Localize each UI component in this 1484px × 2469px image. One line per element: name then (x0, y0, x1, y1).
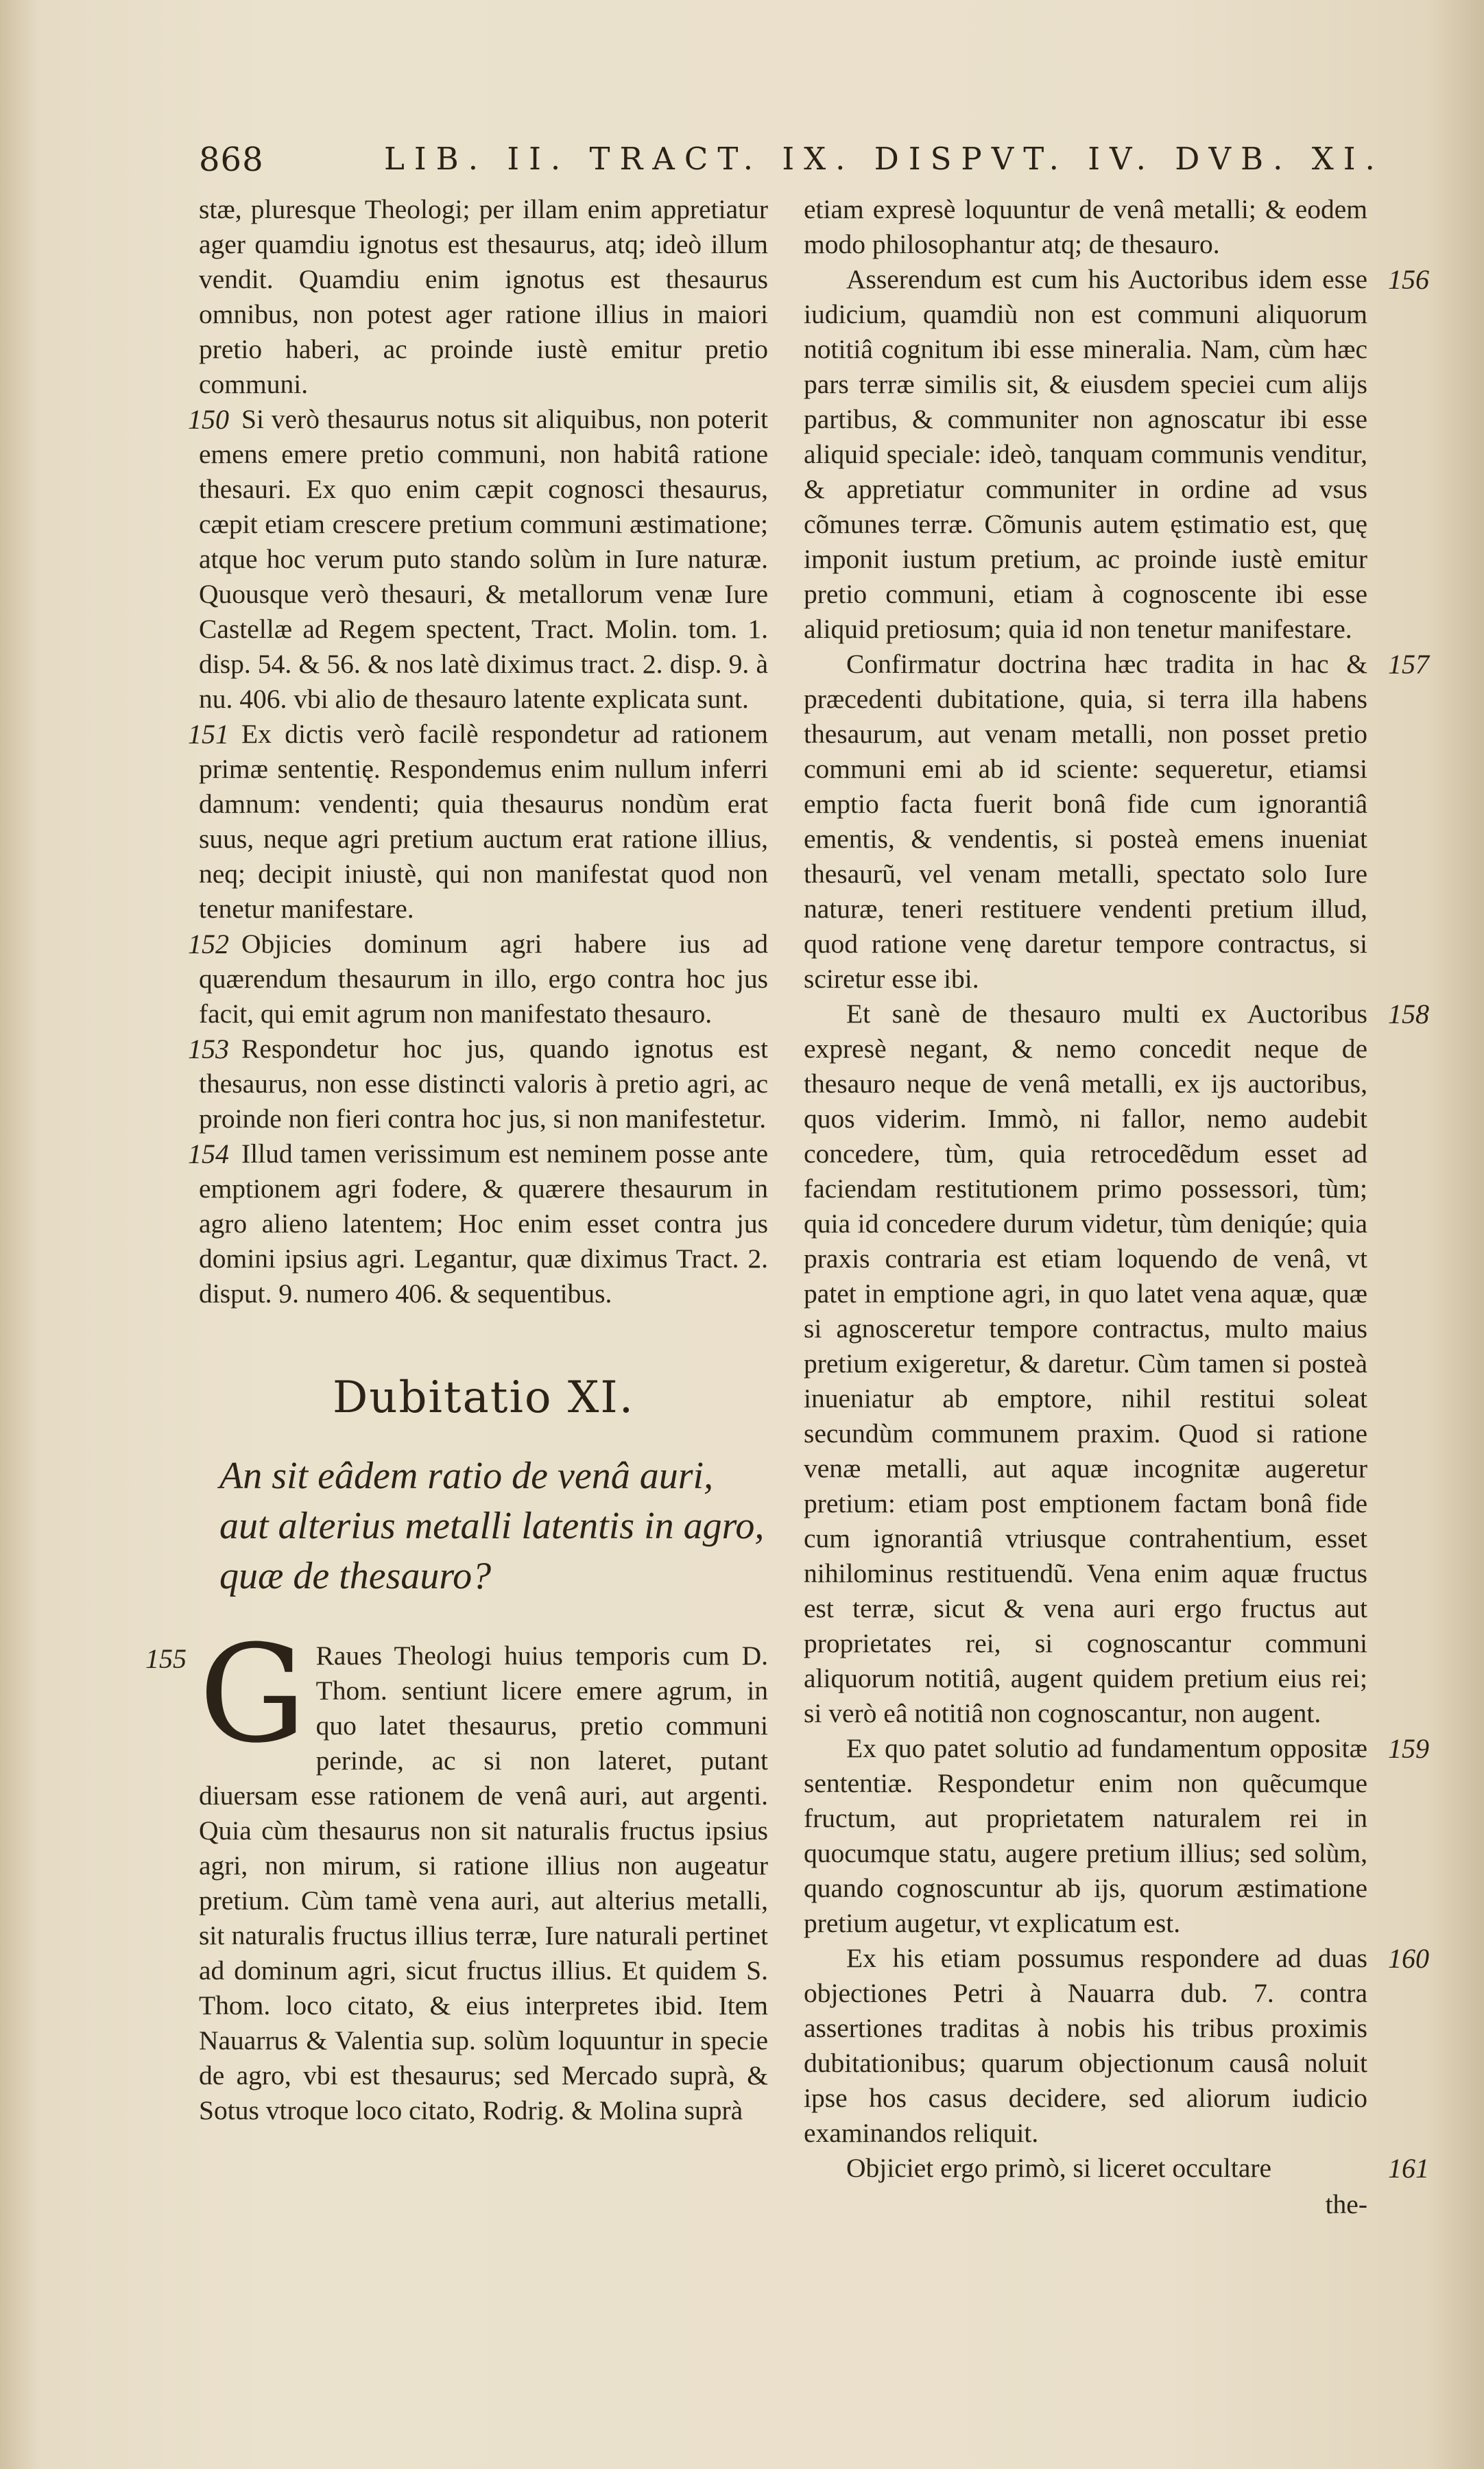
margin-number: 153 (188, 1034, 229, 1064)
paragraph-text: Objiciet ergo primò, si liceret occultare (846, 2153, 1272, 2183)
margin-number: 152 (188, 929, 229, 959)
paragraph-157 (804, 647, 1429, 997)
margin-number: 151 (188, 719, 229, 750)
catchword: the- (1325, 2189, 1367, 2219)
margin-number: 157 (1388, 649, 1429, 680)
page-header (199, 141, 1385, 189)
paragraph-155 (145, 1617, 768, 2128)
paragraph-text: Ex quo patet solutio ad fundamentum oppositæ sententiæ. Respondetur enim non quẽcumque fructum, aut proprietatem naturalem rei in quocumque statu, augere pretium illius; sed solùm, quando cognoscuntur ab ijs, quorum æstimatione pretium augetur, vt explicatum est. (804, 1733, 1367, 1938)
paragraph-text: Et sanè de thesauro multi ex Auctoribus expresè negant, & nemo concedit neque de thesauro neque de venâ metalli, ex ijs auctoribus, quos viderim. Immò, ni fallor, nemo audebit concedere, tùm, quia retrocedẽdum esset ad faciendam restitutionem primo possessori, tùm; quia id concedere durum videtur, tùm deniqúe; quia praxis contraria est etiam loquendo de venâ, vt patet in emptione agri, in quo latet vena aquæ, quæ si agnosceretur tempore contractus, multo maius pretium exigeretur, & daretur. Cùm tamen si posteà inueniatur ab emptore, nihil restitui soleat secundùm communem praxim. Quod si ratione venæ metalli, aut aquæ incognitæ augeretur pretium: etiam post emptionem factam bonâ fide cum ignorantiâ vtriusque contrahentium, esset nihilominus restituendũ. Vena enim aquæ fructus est terræ, sicut & vena auri ergo fructus aut proprietates rei, si cognoscantur communi aliquorum notitiâ, augent quidem pretium eius rei; si verò eâ notitiâ non cognoscantur, non augent. (804, 999, 1367, 1728)
paragraph-text: Ex his etiam possumus respondere ad duas objectiones Petri à Nauarra dub. 7. contra assertiones traditas à nobis his tribus proximis dubitationibus; quarum objectionum causâ noluit ipse hos casus decidere, sed aliorum iudicio examinandos reliquit. (804, 1943, 1367, 2148)
margin-number: 161 (1388, 2153, 1429, 2184)
paragraph-160 (804, 1941, 1429, 2151)
margin-number: 158 (1388, 999, 1429, 1029)
paragraph-text: Respondetur hoc jus, quando ignotus est thesaurus, non esse distincti valoris à pretio agri, ac proinde non fieri contra hoc jus, si non manifestetur. (199, 1034, 768, 1134)
paragraph-text: Confirmatur doctrina hæc tradita in hac & præcedenti dubitatione, quia, si terra illa habens thesaurum, aut venam metalli, non posset pretio communi emi ab id sciente: sequeretur, etiamsi emptio facta fuerit bonâ fide cum ignorantiâ ementis, & vendentis, si posteà emens inueniat thesaurũ, vel venam metalli, spectato solo Iure naturæ, teneri restituere vendenti pretium illud, quod ratione venę daretur tempore contractus, si sciretur esse ibi. (804, 649, 1367, 994)
paragraph-text: Illud tamen verissimum est neminem posse ante emptionem agri fodere, & quærere thesaurum in agro alieno latentem; Hoc enim esset contra jus domini ipsius agri. Legantur, quæ diximus Tract. 2. disput. 9. numero 406. & sequentibus. (199, 1138, 768, 1309)
section-question: An sit eâdem ratio de venâ auri, aut alterius metalli latentis in agro, quæ de thesauro? (219, 1455, 765, 1597)
paragraph-152 (188, 927, 768, 1031)
paragraph-156 (804, 262, 1429, 647)
margin-number: 160 (1388, 1943, 1429, 1974)
right-column (804, 192, 1429, 2222)
paragraph-text: Ex dictis verò facilè respondetur ad rationem primæ sententię. Respondemus enim nullum inferri damnum: vendenti; quia thesaurus nondùm erat suus, neque agri pretium auctum erat ratione illius, neq; decipit iniustè, qui non manifestat quod non tenetur manifestare. (199, 719, 768, 924)
paragraph-158 (804, 997, 1429, 1731)
paragraph-text: Objicies dominum agri habere ius ad quærendum thesaurum in illo, ergo contra hoc jus facit, qui emit agrum non manifestato thesauro. (199, 929, 768, 1029)
margin-number: 154 (188, 1138, 229, 1169)
paragraph-151 (188, 717, 768, 927)
section-heading: Dubitatio XI. (332, 1372, 635, 1423)
paragraph-text: Raues Theologi huius temporis cum D. Thom. sentiunt licere emere agrum, in quo latet thesaurus, pretio communi perinde, ac si non lateret, putant diuersam esse rationem de venâ auri, aut argenti. Quia cùm thesaurus non sit naturalis fructus ipsius agri, non mirum, si ratione illius non augeatur pretium. Cùm tamè vena auri, aut alterius metalli, sit naturalis fructus illius terræ, Iure naturali pertinet ad dominum agri, sicut fructus illius. Et quidem S. Thom. loco citato, & eius interpretes ibid. Item Nauarrus & Valentia sup. solùm loquuntur in specie de agro, vbi est thesaurus; sed Mercado suprà, & Sotus vtroque loco citato, Rodrig. & Molina suprà (199, 1641, 768, 2125)
running-head: LIB. II. TRACT. IX. DISPVT. IV. DVB. XI. (384, 141, 1385, 177)
margin-number: 150 (188, 404, 229, 435)
paragraph-159 (804, 1731, 1429, 1941)
page-number: 868 (199, 141, 264, 179)
catchword-line (804, 2187, 1367, 2222)
paragraph-text: Si verò thesaurus notus sit aliquibus, non poterit emens emere pretio communi, non habitâ ratione thesauri. Ex quo enim cæpit cognosci thesaurus, cæpit etiam crescere pretium communi æstimatione; atque hoc verum puto stando solùm in Iure naturæ. Quousque verò thesauri, & metallorum venæ Iure Castellæ ad Regem spectent, Tract. Molin. tom. 1. disp. 54. & 56. & nos latè diximus tract. 2. disp. 9. à nu. 406. vbi alio de thesauro latente explicata sunt. (199, 404, 768, 714)
paragraph-continued: stæ, pluresque Theologi; per illam enim appretiatur ager quamdiu ignotus est thesaurus, atq; ideò illum vendit. Quamdiu enim ignotus est thesaurus omnibus, non potest ager ratione illius in maiori pretio haberi, ac proinde iustè emitur pretio communi. (199, 194, 768, 399)
paragraph-150 (188, 402, 768, 717)
left-column (145, 192, 768, 2128)
paragraph-continued: etiam expresè loquuntur de venâ metalli; & eodem modo philosophantur atq; de thesauro. (804, 194, 1367, 259)
margin-number: 159 (1388, 1733, 1429, 1764)
margin-number: 155 (145, 1643, 187, 1674)
paragraph-161 (804, 2151, 1429, 2186)
paragraph-text: Asserendum est cum his Auctoribus idem esse iudicium, quamdiù non est communi aliquorum notitiâ cognitum ibi esse mineralia. Nam, cùm hæc pars terræ similis sit, & eiusdem speciei cum alijs partibus, & communiter non agnoscatur ibi esse aliquid speciale: ideò, tanquam communis venditur, & appretiatur communiter in ordine ad vsus cõmunes terræ. Cõmunis autem ęstimatio est, quę imponit iustum pretium, ac proinde iustè emitur pretio communi, etiam à cognoscente ibi esse aliquid pretiosum; quia id non tenetur manifestare. (804, 264, 1367, 644)
drop-cap: G (199, 1617, 307, 1773)
paragraph-154 (188, 1136, 768, 1311)
paragraph-153 (188, 1031, 768, 1136)
margin-number: 156 (1388, 264, 1429, 295)
